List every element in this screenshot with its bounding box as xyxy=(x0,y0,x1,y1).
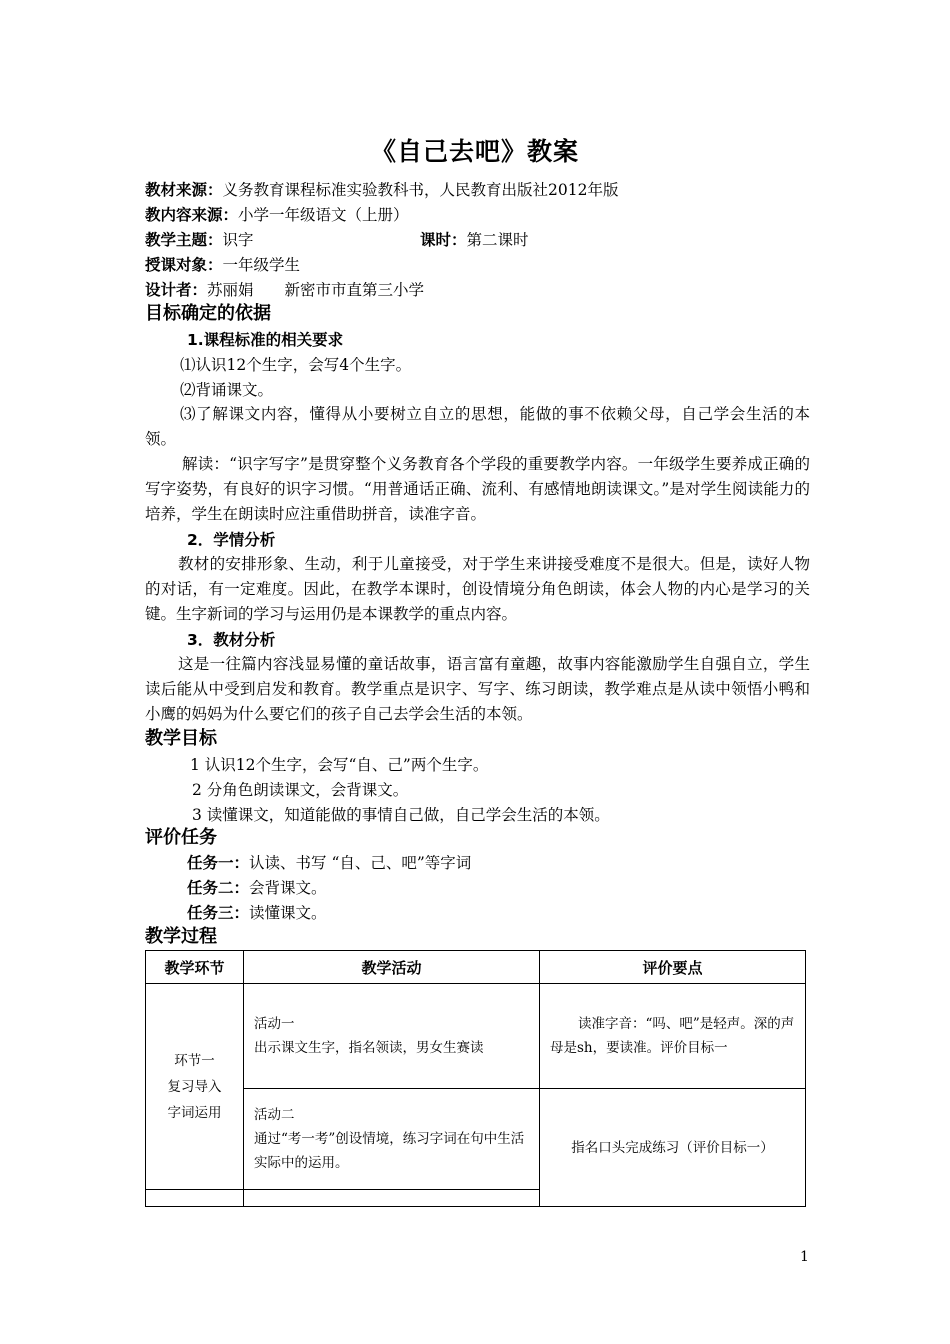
stage-cell xyxy=(146,984,244,1190)
column-header: 教学环节 xyxy=(146,951,244,984)
topic-value: 识字 xyxy=(222,231,254,249)
standard-item: ⑵背诵课文。 xyxy=(180,381,274,399)
evaluation-text: 读准字音：“吗、吧”是轻声。深的声母是sh，要读准。评价目标一 xyxy=(550,1016,795,1056)
standard-item: ⑴认识12个生字，会写4个生字。 xyxy=(180,356,412,374)
source-value: 义务教育课程标准实验教科书，人民教育出版社2012年版 xyxy=(222,181,619,199)
designer-value: 苏丽娟 新密市市直第三小学 xyxy=(207,281,425,299)
task-label: 任务二： xyxy=(187,879,250,897)
empty-cell xyxy=(244,1190,540,1207)
activity-title: 活动二 xyxy=(254,1107,295,1123)
stage-line: 复习导入 xyxy=(167,1078,222,1095)
activity-text: 通过“考一考”创设情境，练习字词在句中生活实际中的运用。 xyxy=(254,1131,525,1171)
audience-line xyxy=(145,255,300,275)
task-item xyxy=(187,903,327,923)
material-heading: 3．教材分析 xyxy=(187,631,276,649)
topic-label: 教学主题： xyxy=(145,231,223,249)
task-item xyxy=(187,878,327,898)
designer-line xyxy=(145,280,424,300)
evaluation-text: 指名口头完成练习（评价目标一） xyxy=(571,1139,774,1156)
document-title: 《自己去吧》教案 xyxy=(370,137,579,166)
evaluation-cell xyxy=(540,1089,806,1207)
content-source-line xyxy=(145,205,409,225)
stage-line: 环节一 xyxy=(174,1052,215,1069)
stage-line: 字词运用 xyxy=(167,1104,222,1121)
goal-item: 3 读懂课文，知道能做的事情自己做，自己学会生活的本领。 xyxy=(192,806,610,824)
evaluation-cell xyxy=(540,984,806,1089)
content-label: 教内容来源： xyxy=(145,206,239,224)
process-table xyxy=(145,950,806,1207)
activity-cell xyxy=(244,984,540,1089)
period-label: 课时： xyxy=(420,231,467,249)
tasks-heading: 评价任务 xyxy=(145,827,217,848)
learner-paragraph: 教材的安排形象、生动，利于儿童接受，对于学生来讲接受难度不是很大。但是，读好人物的对话，有一定难度。因此，在教学本课时，创设情境分角色朗读，体会人物的内心是学习的关键。生字新词的学习与运用仍是本课教学的重点内容。 xyxy=(145,555,810,623)
source-line xyxy=(145,180,618,200)
task-text: 会背课文。 xyxy=(249,879,327,897)
process-heading: 教学过程 xyxy=(145,926,217,947)
table-row xyxy=(146,984,806,1089)
standard-item: ⑶了解课文内容，懂得从小要树立自立的思想，能做的事不依赖父母，自己学会生活的本领。 xyxy=(145,405,810,448)
period-value: 第二课时 xyxy=(466,231,529,249)
material-paragraph: 这是一往篇内容浅显易懂的童话故事，语言富有童趣，故事内容能激励学生自强自立，学生读后能从中受到启发和教育。教学重点是识字、写字、练习朗读，教学难点是从读中领悟小鸭和小鹰的妈妈为什么要它们的孩子自己去学会生活的本领。 xyxy=(145,655,810,723)
source-label: 教材来源： xyxy=(145,181,223,199)
standard-heading: 1.课程标准的相关要求 xyxy=(187,331,344,349)
audience-label: 授课对象： xyxy=(145,256,223,274)
task-label: 任务三： xyxy=(187,904,250,922)
learner-heading: 2．学情分析 xyxy=(187,531,276,549)
task-item xyxy=(187,853,471,873)
goal-item: 1 认识12个生字，会写“自、己”两个生字。 xyxy=(190,756,489,774)
activity-text: 出示课文生字，指名领读，男女生赛读 xyxy=(254,1040,484,1056)
task-label: 任务一： xyxy=(187,854,250,872)
empty-cell xyxy=(146,1190,244,1207)
task-text: 认读、书写 “自、己、吧”等字词 xyxy=(249,854,472,872)
activity-title: 活动一 xyxy=(254,1016,295,1032)
table-row xyxy=(146,1089,806,1190)
activity-cell xyxy=(244,1089,540,1190)
page-number: 1 xyxy=(800,1249,809,1265)
content-value: 小学一年级语文（上册） xyxy=(238,206,409,224)
period-line xyxy=(420,230,529,250)
task-text: 读懂课文。 xyxy=(249,904,327,922)
designer-label: 设计者： xyxy=(145,281,208,299)
column-header: 教学活动 xyxy=(244,951,540,984)
column-header: 评价要点 xyxy=(540,951,806,984)
goals-heading: 教学目标 xyxy=(145,728,217,749)
topic-line xyxy=(145,230,254,250)
basis-heading: 目标确定的依据 xyxy=(145,303,271,324)
audience-value: 一年级学生 xyxy=(222,256,301,274)
interpretation-paragraph: 解读：“识字写字”是贯穿整个义务教育各个学段的重要教学内容。一年级学生要养成正确的写字姿势，有良好的识字习惯。“用普通话正确、流利、有感情地朗读课文。”是对学生阅读能力的培养，学生在朗读时应注重借助拼音，读准字音。 xyxy=(145,455,810,523)
table-header-row xyxy=(146,951,806,984)
goal-item: 2 分角色朗读课文，会背课文。 xyxy=(192,781,409,799)
